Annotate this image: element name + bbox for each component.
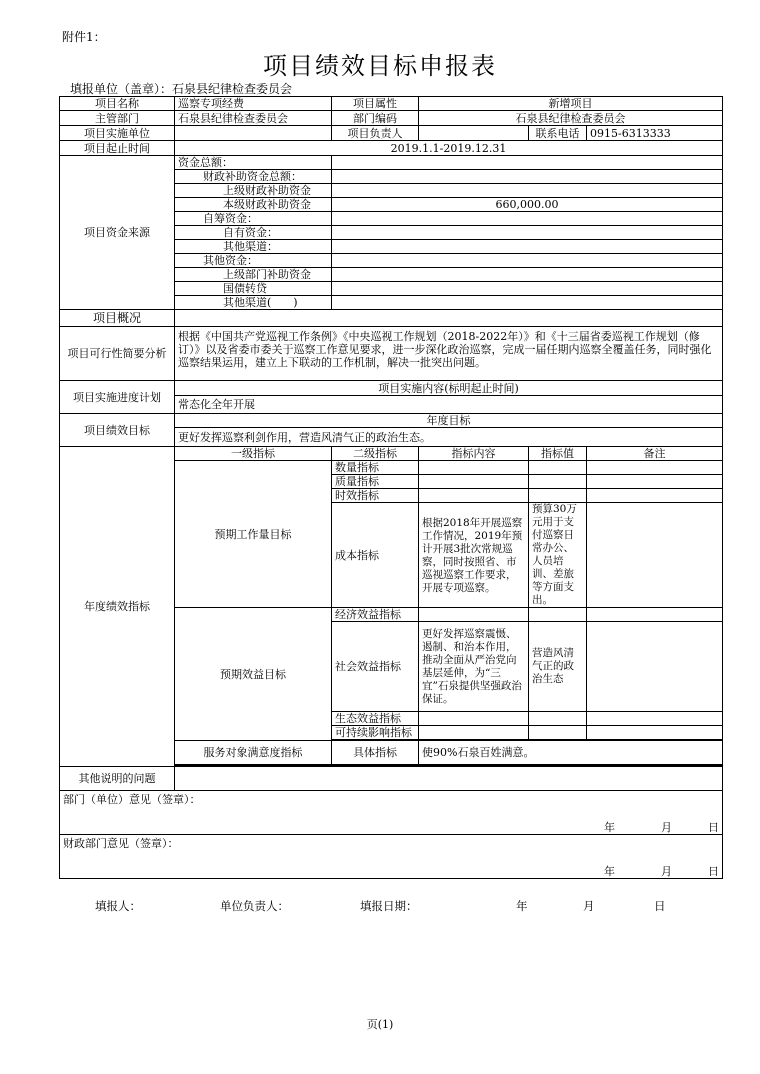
reporting-unit-line <box>70 80 292 97</box>
workload-goal-label: 预期工作量目标 <box>175 461 332 608</box>
social-indicator-value: 营造风清气正的政治生态 <box>529 622 587 712</box>
funding-item-value <box>332 282 723 296</box>
footer-year: 年 <box>516 899 528 913</box>
reporting-unit-label: 填报单位（盖章）： <box>70 82 173 96</box>
funding-item-label: 自筹资金： <box>175 212 332 226</box>
page-number: 页(1) <box>366 1018 394 1031</box>
funding-item-label: 上级财政补助资金 <box>175 184 332 198</box>
indicator-header: 指标内容 <box>419 447 529 461</box>
attachment-label: 附件1： <box>62 30 106 44</box>
dept-value: 石泉县纪律检查委员会 <box>175 111 332 126</box>
period-label: 项目起止时间 <box>60 141 175 156</box>
other-notes-value <box>175 767 723 791</box>
cost-indicator-content: 根据2018年开展巡察工作情况，2019年预计开展3批次常规巡察，同时按照省、市巡视巡察工作要求，开展专项巡察。 <box>419 503 529 608</box>
feasibility-label: 项目可行性简要分析 <box>60 327 175 381</box>
dept-opinion-label: 部门（单位）意见（签章）： <box>60 791 723 821</box>
progress-value: 常态化全年开展 <box>175 396 723 414</box>
funding-item-label: 本级财政补助资金 <box>175 198 332 212</box>
owner-value <box>419 126 529 141</box>
page-title: 项目绩效目标申报表 <box>263 52 497 80</box>
overview-label: 项目概况 <box>60 310 175 327</box>
service-satisfaction-sub: 具体指标 <box>332 741 419 765</box>
indicator-item: 数量指标 <box>332 461 419 475</box>
goal-value: 更好发挥巡察利剑作用，营造风清气正的政治生态。 <box>175 428 723 447</box>
funding-item-label: 上级部门补助资金 <box>175 268 332 282</box>
footer-month: 月 <box>583 899 595 913</box>
overview-value <box>175 310 723 327</box>
funding-item-value <box>332 226 723 240</box>
funding-item-label: 其他资金： <box>175 254 332 268</box>
progress-header: 项目实施内容(标明起止时间) <box>175 381 723 396</box>
indicator-item: 成本指标 <box>332 503 419 608</box>
goal-label: 项目绩效目标 <box>60 414 175 447</box>
date-month: 月 <box>661 864 672 878</box>
cost-indicator-value: 预算30万元用于支付巡察日常办公、人员培训、差旅等方面支出。 <box>529 503 587 608</box>
funding-item-value <box>332 170 723 184</box>
indicator-item: 社会效益指标 <box>332 622 419 712</box>
benefit-goal-label: 预期效益目标 <box>175 608 332 741</box>
project-attr-value: 新增项目 <box>419 97 723 111</box>
funding-item-value <box>332 240 723 254</box>
indicator-item: 生态效益指标 <box>332 712 419 726</box>
indicator-item: 时效指标 <box>332 489 419 503</box>
date-year: 年 <box>604 820 615 834</box>
leader-label: 单位负责人： <box>220 899 289 913</box>
funding-item-label: 其他渠道( ) <box>175 296 332 310</box>
service-satisfaction-value: 使90%石泉百姓满意。 <box>419 741 723 765</box>
dept-code-label: 部门编码 <box>332 111 419 126</box>
progress-label: 项目实施进度计划 <box>60 381 175 414</box>
funding-item-label: 财政补助资金总额： <box>175 170 332 184</box>
indicator-header: 指标值 <box>529 447 587 461</box>
footer-day: 日 <box>654 899 666 913</box>
funding-item-value <box>332 212 723 226</box>
annual-indicators-label: 年度绩效指标 <box>60 447 175 767</box>
indicator-header: 备注 <box>587 447 723 461</box>
project-name-value: 巡察专项经费 <box>175 97 332 111</box>
fill-date-label: 填报日期： <box>360 899 418 913</box>
funding-item-value: 660,000.00 <box>332 198 723 212</box>
funding-item-value <box>332 156 723 170</box>
dept-label: 主管部门 <box>60 111 175 126</box>
indicator-item: 质量指标 <box>332 475 419 489</box>
indicator-item: 可持续影响指标 <box>332 726 419 740</box>
project-name-label: 项目名称 <box>60 97 175 111</box>
funding-item-label: 自有资金： <box>175 226 332 240</box>
date-day: 日 <box>708 864 719 878</box>
other-notes-label: 其他说明的问题 <box>60 767 175 791</box>
service-satisfaction-label: 服务对象满意度指标 <box>175 741 332 765</box>
goal-header: 年度目标 <box>175 414 723 428</box>
indicator-header: 一级指标 <box>175 447 332 461</box>
funding-item-label: 国债转贷 <box>175 282 332 296</box>
funding-item-label: 资金总额： <box>175 156 332 170</box>
funding-source-label: 项目资金来源 <box>60 156 175 310</box>
project-attr-label: 项目属性 <box>332 97 419 111</box>
impl-unit-label: 项目实施单位 <box>60 126 175 141</box>
period-value: 2019.1.1-2019.12.31 <box>175 141 723 156</box>
finance-opinion-label: 财政部门意见（签章）： <box>60 835 723 865</box>
date-year: 年 <box>604 864 615 878</box>
indicator-header: 二级指标 <box>332 447 419 461</box>
phone-value: 0915-6313333 <box>587 126 723 141</box>
phone-label: 联系电话 <box>529 126 587 141</box>
feasibility-value: 根据《中国共产党巡视工作条例》《中央巡视工作规划（2018-2022年）》和《十三届省委巡视工作规划（修订）》以及省委市委关于巡察工作意见要求，进一步深化政治巡察，完成一届任期内巡察全覆盖任务，同时强化巡察结果运用，建立上下联动的工作机制，解决一批突出问题。 <box>175 327 723 381</box>
funding-item-value <box>332 184 723 198</box>
date-month: 月 <box>661 820 672 834</box>
funding-item-value <box>332 268 723 282</box>
impl-unit-value <box>175 126 332 141</box>
reporting-unit-value: 石泉县纪律检查委员会 <box>172 82 293 96</box>
owner-label: 项目负责人 <box>332 126 419 141</box>
dept-opinion-date <box>60 821 723 835</box>
performance-form-table <box>59 96 723 879</box>
date-day: 日 <box>708 820 719 834</box>
social-indicator-content: 更好发挥巡察震慑、遏制、和治本作用，推动全面从严治党向基层延伸，为“三宜”石泉提供坚强政治保证。 <box>419 622 529 712</box>
funding-item-value <box>332 296 723 310</box>
funding-item-label: 其他渠道： <box>175 240 332 254</box>
dept-code-value: 石泉县纪律检查委员会 <box>419 111 723 126</box>
finance-opinion-date <box>60 865 723 879</box>
filler-label: 填报人： <box>95 899 141 913</box>
funding-item-value <box>332 254 723 268</box>
indicator-item: 经济效益指标 <box>332 608 419 622</box>
